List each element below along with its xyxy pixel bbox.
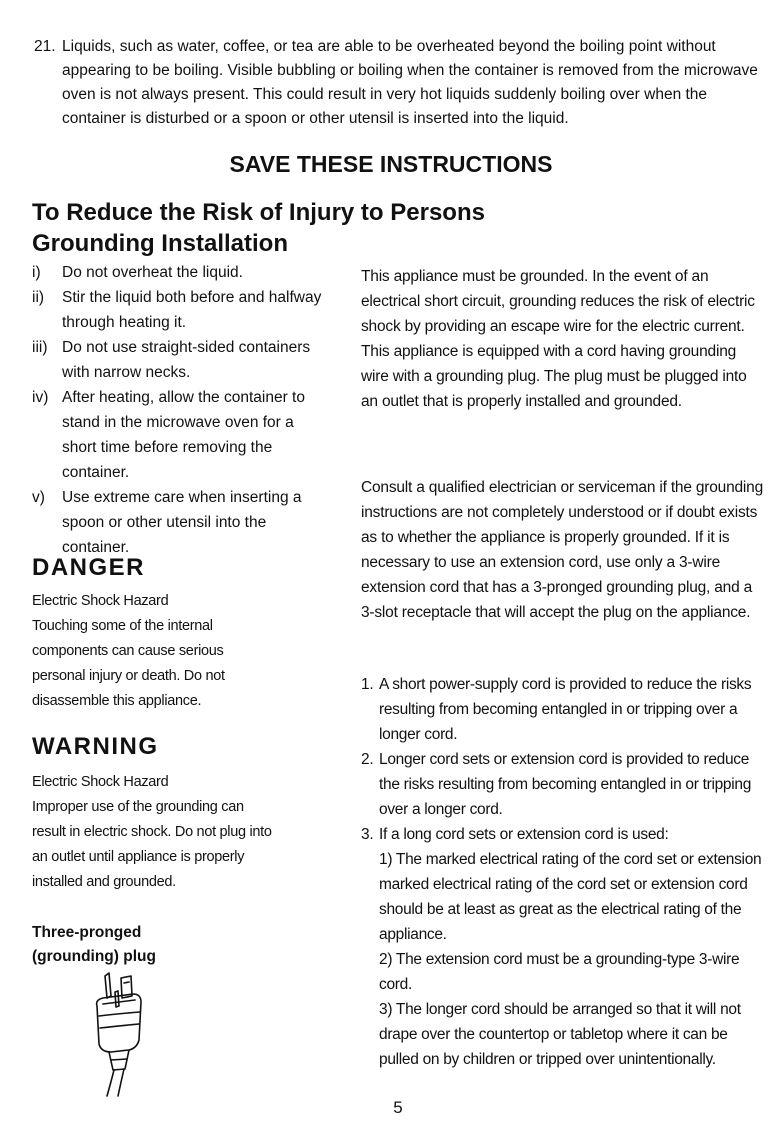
- list-item: [361, 672, 771, 747]
- cord-list: [361, 672, 771, 1072]
- list-item: [361, 822, 771, 1072]
- list-item: 2) The extension cord must be a grounding-type 3-wire cord.: [379, 951, 740, 993]
- danger-section: [32, 589, 272, 714]
- warning-text: Improper use of the grounding can result in electric shock. Do not plug into an outlet until appliance is properly installed and grounded.: [32, 799, 272, 890]
- item-number: ii): [32, 289, 45, 306]
- consult-paragraph: Consult a qualified electrician or serviceman if the grounding instructions are not completely understood or if doubt exists as to whether the appliance is properly grounded. If it is necessary to use an extension cord, use only a 3-wire extension cord that has a 3-pronged grounding plug, and a 3-slot receptacle that will accept the plug on the appliance.: [361, 479, 764, 621]
- item-number: 2.: [361, 751, 374, 768]
- item-text: A short power-supply cord is provided to reduce the risks resulting from becoming entangled in or tripping over a longer cord.: [379, 676, 752, 743]
- list-item: [32, 335, 332, 385]
- grounding-heading: Grounding Installation: [32, 230, 288, 257]
- item-text: Use extreme care when inserting a spoon or other utensil into the container.: [62, 489, 302, 556]
- warning-heading: WARNING: [32, 733, 159, 760]
- list-item: [32, 260, 332, 285]
- item-number: 1.: [361, 676, 374, 693]
- item-number: v): [32, 489, 45, 506]
- cord-sub-list: [379, 847, 771, 1072]
- item-text: Stir the liquid both before and halfway through heating it.: [62, 289, 322, 331]
- item-number: iv): [32, 389, 49, 406]
- item-text: Do not use straight-sided containers with narrow necks.: [62, 339, 311, 381]
- list-item: [32, 385, 332, 485]
- warning-section: [32, 770, 272, 895]
- danger-text: Touching some of the internal components can cause serious personal injury or death. Do not disassemble this appliance.: [32, 618, 225, 709]
- item-text: If a long cord sets or extension cord is used:: [379, 826, 669, 843]
- item-text: Liquids, such as water, coffee, or tea are able to be overheated beyond the boiling point without appearing to be boiling. Visible bubbling or boiling when the container is removed from the microwave oven is not always present. This could result in very hot liquids suddenly boiling over when the container is disturbed or a spoon or other utensil is inserted into the liquid.: [62, 38, 758, 127]
- plug-caption: [32, 921, 156, 969]
- item-text: After heating, allow the container to stand in the microwave oven for a short time before removing the container.: [62, 389, 305, 481]
- item-text: Do not overheat the liquid.: [62, 264, 243, 281]
- save-instructions-heading: SAVE THESE INSTRUCTIONS: [229, 151, 553, 177]
- three-prong-plug-icon: [85, 970, 155, 1098]
- list-item: 3) The longer cord should be arranged so that it will not drape over the countertop or tabletop where it can be pulled on by children or tripped over unintentionally.: [379, 1001, 741, 1068]
- plug-caption-line2: (grounding) plug: [32, 948, 156, 965]
- safety-item-21: [34, 35, 764, 131]
- list-item: [32, 285, 332, 335]
- item-number: 21.: [34, 38, 56, 55]
- list-item: 1) The marked electrical rating of the cord set or extension marked electrical rating of the cord set or extension cord should be at least as great as the electrical rating of the appliance.: [379, 851, 762, 943]
- list-item: [361, 747, 771, 822]
- danger-heading: DANGER: [32, 554, 146, 581]
- plug-caption-line1: Three-pronged: [32, 924, 142, 941]
- item-text: Longer cord sets or extension cord is provided to reduce the risks resulting from becoming entangled in or tripping over a longer cord.: [379, 751, 752, 818]
- list-item: [32, 485, 332, 560]
- warning-subtitle: Electric Shock Hazard: [32, 774, 169, 790]
- precautions-list: [32, 260, 332, 560]
- item-number: 3.: [361, 826, 374, 843]
- risk-heading: To Reduce the Risk of Injury to Persons: [32, 199, 485, 226]
- page-number: 5: [393, 1098, 403, 1117]
- item-number: i): [32, 264, 41, 281]
- item-number: iii): [32, 339, 48, 356]
- grounding-paragraph: This appliance must be grounded. In the event of an electrical short circuit, grounding reduces the risk of electric shock by providing an escape wire for the electric current. This appliance is equipped with a cord having grounding wire with a grounding plug. The plug must be plugged into an outlet that is properly installed and grounded.: [361, 268, 755, 410]
- danger-subtitle: Electric Shock Hazard: [32, 593, 169, 609]
